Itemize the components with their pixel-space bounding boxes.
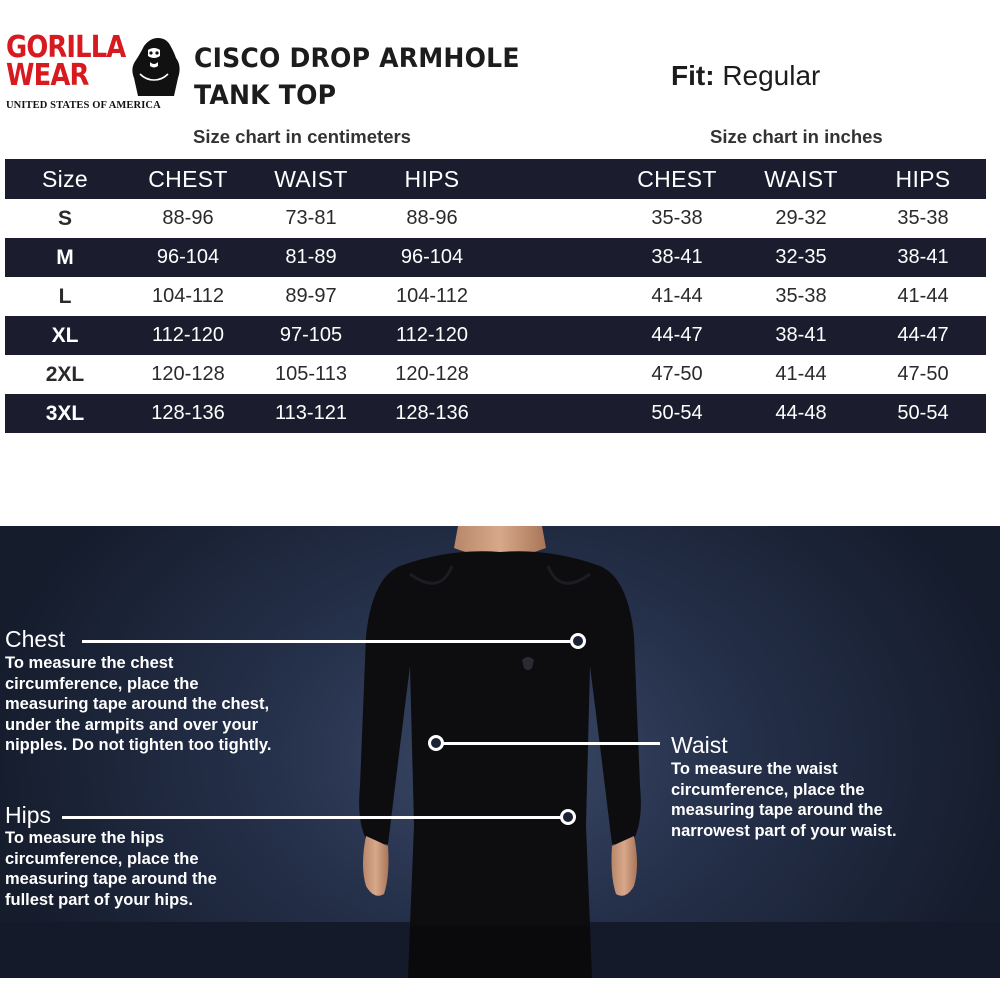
table-row: [5, 238, 986, 277]
chest-cm-cell: 96-104: [156, 246, 220, 268]
chest-in-cell: 35-38: [651, 207, 703, 229]
waist-text-line: To measure the waist: [671, 760, 838, 778]
waist-cm-cell: 89-97: [285, 285, 337, 307]
chest-cm-cell: 112-120: [152, 324, 224, 346]
size-chart-table: [5, 159, 986, 433]
fit-value: Regular: [722, 60, 821, 91]
chest-measure-line: [82, 640, 572, 643]
waist-cm-cell: 97-105: [279, 324, 343, 346]
chest-title: Chest: [5, 626, 66, 652]
chest-description: [5, 653, 271, 756]
header-waist-cm: WAIST: [274, 165, 348, 192]
header-hips-cm: HIPS: [404, 165, 460, 192]
header-hips-in: HIPS: [895, 165, 951, 192]
waist-text-line: measuring tape around the: [671, 801, 883, 819]
brand-name-line1: GORILLA: [6, 30, 126, 65]
size-cell: 2XL: [45, 362, 85, 386]
brand-logo: [6, 30, 182, 118]
chest-in-cell: 41-44: [651, 285, 703, 307]
waist-cm-cell: 113-121: [275, 402, 347, 424]
table-row: [5, 277, 986, 316]
waist-cm-cell: 73-81: [285, 207, 337, 229]
size-cell: XL: [51, 323, 79, 347]
waist-in-cell: 32-35: [775, 246, 827, 268]
table-row: [5, 355, 986, 394]
waist-in-cell: 44-48: [775, 402, 827, 424]
hips-cm-cell: 112-120: [396, 324, 468, 346]
caption-inches: Size chart in inches: [710, 126, 883, 147]
hips-text-line: measuring tape around the: [5, 870, 217, 888]
chest-measure-dot: [570, 633, 586, 649]
hips-text-line: To measure the hips: [5, 829, 165, 847]
chest-text-line: nipples. Do not tighten too tightly.: [5, 736, 272, 754]
waist-in-cell: 41-44: [775, 363, 827, 385]
hips-in-cell: 50-54: [897, 402, 949, 424]
chest-text-line: To measure the chest: [5, 654, 174, 672]
waist-cm-cell: 81-89: [285, 246, 337, 268]
product-title: [194, 40, 547, 114]
chest-in-cell: 44-47: [651, 324, 703, 346]
hips-measure-line: [62, 816, 562, 819]
hips-title: Hips: [5, 802, 52, 828]
brand-subline: UNITED STATES OF AMERICA: [6, 100, 161, 111]
table-header-row: [5, 159, 986, 199]
header-chest-in: CHEST: [637, 165, 717, 192]
table-row: [5, 316, 986, 355]
fit-info: [671, 60, 820, 92]
hips-in-cell: 44-47: [897, 324, 949, 346]
gorilla-logo-icon: [124, 34, 184, 96]
hips-in-cell: 38-41: [897, 246, 949, 268]
size-cell: M: [56, 245, 74, 269]
header-chest-cm: CHEST: [148, 165, 228, 192]
waist-title: Waist: [671, 732, 728, 758]
chest-text-line: under the armpits and over your: [5, 715, 259, 734]
waist-cm-cell: 105-113: [275, 363, 347, 385]
product-title-line1: CISCO DROP ARMHOLE: [194, 43, 520, 74]
hips-cm-cell: 120-128: [395, 363, 469, 385]
waist-text-line: narrowest part of your waist.: [671, 821, 897, 840]
table-row: [5, 394, 986, 433]
hips-cm-cell: 104-112: [396, 285, 468, 307]
header-waist-in: WAIST: [764, 165, 838, 192]
waist-in-cell: 35-38: [775, 285, 827, 307]
waist-description: [671, 759, 897, 841]
size-cell: L: [58, 284, 72, 308]
table-row: [5, 199, 986, 238]
header-size: Size: [42, 165, 88, 192]
chest-text-line: circumference, place the: [5, 674, 199, 693]
product-title-line2: TANK TOP: [194, 80, 337, 111]
waist-in-cell: 38-41: [775, 324, 827, 346]
caption-centimeters: Size chart in centimeters: [193, 126, 411, 147]
waist-in-cell: 29-32: [775, 207, 827, 229]
chest-cm-cell: 128-136: [151, 402, 225, 424]
hips-text-line: circumference, place the: [5, 849, 199, 868]
chest-cm-cell: 104-112: [152, 285, 224, 307]
chest-in-cell: 38-41: [651, 246, 703, 268]
measurement-guide: [0, 526, 1000, 978]
hips-in-cell: 35-38: [897, 207, 949, 229]
brand-name-line2: WEAR: [6, 58, 89, 93]
size-cell: S: [57, 206, 72, 230]
chest-text-line: measuring tape around the chest,: [5, 695, 270, 713]
chest-cm-cell: 120-128: [151, 363, 225, 385]
size-cell: 3XL: [45, 401, 85, 425]
chest-in-cell: 50-54: [651, 402, 703, 424]
hips-text-line: fullest part of your hips.: [5, 890, 193, 909]
hips-in-cell: 47-50: [897, 363, 949, 385]
chest-in-cell: 47-50: [651, 363, 703, 385]
waist-measure-line: [442, 742, 660, 745]
hips-cm-cell: 96-104: [400, 246, 464, 268]
chest-cm-cell: 88-96: [162, 207, 214, 229]
hips-measure-dot: [560, 809, 576, 825]
hips-cm-cell: 128-136: [395, 402, 469, 424]
hips-description: [5, 828, 217, 910]
waist-text-line: circumference, place the: [671, 780, 865, 799]
hips-cm-cell: 88-96: [406, 207, 458, 229]
fit-label: Fit:: [671, 60, 715, 91]
hips-in-cell: 41-44: [897, 285, 949, 307]
